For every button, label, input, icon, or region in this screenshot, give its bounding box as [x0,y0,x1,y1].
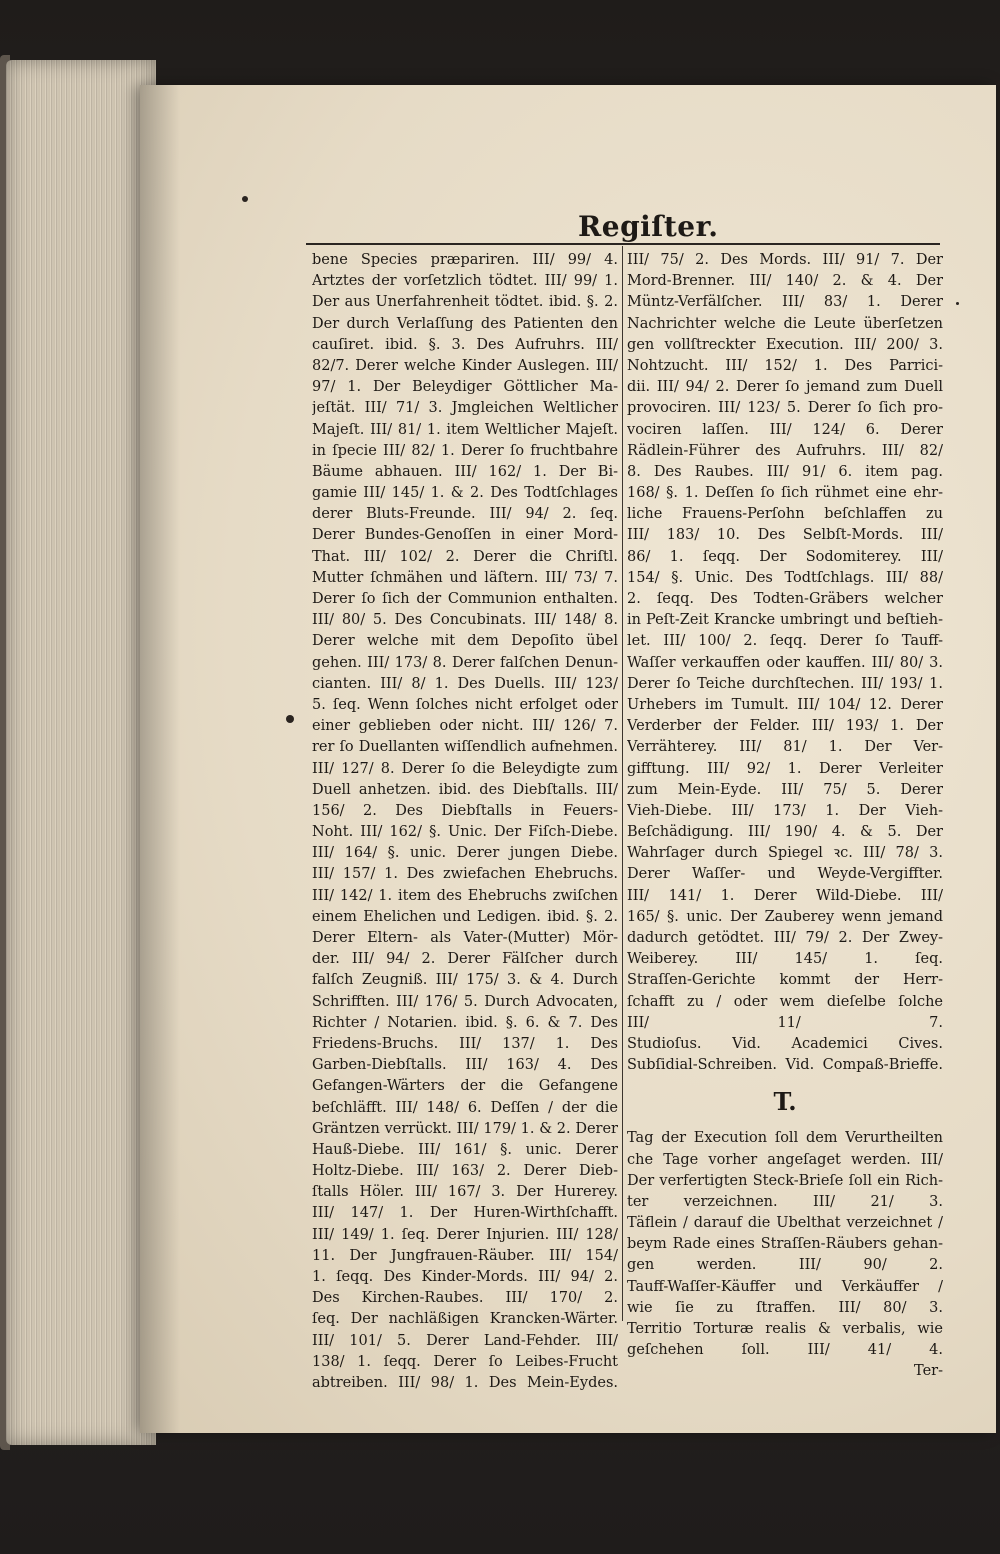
index-line: III/ 11/ 7. [627,1014,943,1031]
index-line: 11. Der Jungfrauen-Räuber. III/ 154/ [312,1247,618,1264]
index-line: gehen. III/ 173/ 8. Derer falſchen Denun- [312,654,618,671]
index-line: 154/ §. Unic. Des Todtſchlags. III/ 88/ [627,569,943,586]
index-line: Tauff-Waſſer-Käuffer und Verkäuffer / [627,1278,943,1295]
index-line: Gräntzen verrückt. III/ 179/ 1. & 2. Derer [312,1120,618,1137]
index-line: Verderber der Felder. III/ 193/ 1. Der [627,718,943,735]
index-line: Vieh-Diebe. III/ 173/ 1. Der Vieh- [627,802,943,819]
index-line: bene Species præpariren. III/ 99/ 4. [312,252,618,268]
index-line: III/ 101/ 5. Derer Land-Fehder. III/ [312,1332,618,1349]
index-line: ſeq. Der nachläßigen Krancken-Wärter. [312,1311,618,1328]
index-line: derer Bluts-Freunde. III/ 94/ 2. ſeq. [312,506,618,523]
index-line: vociren laſſen. III/ 124/ 6. Derer [627,421,943,438]
index-line: einer geblieben oder nicht. III/ 126/ 7. [312,718,618,735]
index-line: beym Rade eines Straſſen-Räubers gehan- [627,1236,943,1253]
index-line: Straſſen-Gerichte kommt der Herr- [627,972,943,989]
index-line: einem Ehelichen und Ledigen. ibid. §. 2. [312,908,618,925]
index-line: wie ſie zu ſtraffen. III/ 80/ 3. [627,1299,943,1316]
book-page-edges [6,60,156,1445]
index-line: der. III/ 94/ 2. Derer Fälſcher durch [312,951,618,968]
index-line: che Tage vorher angeſaget werden. III/ [627,1151,943,1168]
index-line: Studioſus. Vid. Academici Cives. [627,1035,943,1052]
index-line: ter verzeichnen. III/ 21/ 3. [627,1193,943,1210]
index-line: Holtz-Diebe. III/ 163/ 2. Derer Dieb- [312,1163,618,1180]
index-line: Nachrichter welche die Leute überſetzen [627,315,943,332]
index-line: Mord-Brenner. III/ 140/ 2. & 4. Der [627,273,943,290]
index-line: 138/ 1. ſeqq. Derer ſo Leibes-Frucht [312,1353,618,1370]
index-line: Duell anhetzen. ibid. des Diebſtalls. III/ [312,781,618,798]
index-line: Rädlein-Führer des Aufruhrs. III/ 82/ [627,442,943,459]
index-line: III/ 157/ 1. Des zwiefachen Ehebruchs. [312,866,618,883]
paper-speck [956,302,959,305]
index-line: cianten. III/ 8/ 1. Des Duells. III/ 123/ [312,675,618,692]
index-line: dadurch getödtet. III/ 79/ 2. Der Zwey- [627,930,943,946]
index-line: Schrifften. III/ 176/ 5. Durch Advocaten, [312,993,618,1010]
index-line: Waſſer verkauffen oder kauffen. III/ 80/ 3. [627,654,943,671]
index-line: 97/ 1. Der Beleydiger Göttlicher Ma- [312,379,618,396]
index-line: liche Frauens-Perſohn beſchlaffen zu [627,506,943,523]
left-column [312,250,618,1394]
index-line: Derer welche mit dem Depoſito übel [312,633,618,650]
index-line: III/ 142/ 1. item des Ehebruchs zwiſchen [312,887,618,904]
index-line: Territio Torturæ realis & verbalis, wie [627,1321,943,1337]
header-rule [306,243,940,245]
index-line: III/ 164/ §. unic. Derer jungen Diebe. [312,845,618,862]
index-line: in ſpecie III/ 82/ 1. Derer ſo fruchtbahre [312,442,618,459]
index-line: jeſtät. III/ 71/ 3. Jmgleichen Weltlicher [312,400,618,417]
index-line: III/ 127/ 8. Derer ſo die Beleydigte zum [312,760,618,777]
right-column-entries-s [627,250,943,1076]
index-line: 1. ſeqq. Des Kinder-Mords. III/ 94/ 2. [312,1269,618,1285]
catchword: Ter- [914,1363,943,1380]
index-line: let. III/ 100/ 2. ſeqq. Derer ſo Tauff- [627,633,943,650]
index-line: 2. ſeqq. Des Todten-Gräbers welcher [627,591,943,607]
right-column [627,250,943,1383]
index-line: Derer ſo Teiche durchſtechen. III/ 193/ 1. [627,675,943,692]
index-line: Noht. III/ 162/ §. Unic. Der Fiſch-Diebe. [312,824,618,841]
index-line: Derer Eltern- als Vater-(Mutter) Mör- [312,930,618,946]
index-line: Majeſt. III/ 81/ 1. item Weltlicher Majeſt. [312,421,618,438]
index-line: gen vollſtreckter Execution. III/ 200/ 3. [627,336,943,353]
index-line: zum Mein-Eyde. III/ 75/ 5. Derer [627,781,943,798]
index-line: Richter / Notarien. ibid. §. 6. & 7. Des [312,1014,618,1031]
index-line: Friedens-Bruchs. III/ 137/ 1. Des [312,1035,618,1052]
index-line: Tag der Execution ſoll dem Verurtheilten [627,1130,943,1147]
index-line: That. III/ 102/ 2. Derer die Chriſtl. [312,548,618,565]
index-line: provociren. III/ 123/ 5. Derer ſo ſich pro- [627,400,943,417]
index-line: III/ 183/ 10. Des Selbſt-Mords. III/ [627,527,943,544]
index-line: Mutter ſchmähen und läſtern. III/ 73/ 7. [312,569,618,586]
index-line: Urhebers im Tumult. III/ 104/ 12. Derer [627,696,943,713]
index-line: Artztes der vorſetzlich tödtet. III/ 99/ 1. [312,273,618,290]
gutter-shadow [140,85,180,1433]
index-line: 165/ §. unic. Der Zauberey wenn jemand [627,908,943,925]
index-line: 82/7. Derer welche Kinder Auslegen. III/ [312,357,618,374]
index-line: geſchehen ſoll. III/ 41/ 4. [627,1342,943,1359]
index-line: rer ſo Duellanten wiſſendlich aufnehmen. [312,739,618,756]
index-line: III/ 80/ 5. Des Concubinats. III/ 148/ 8. [312,612,618,629]
index-line: Hauß-Diebe. III/ 161/ §. unic. Derer [312,1141,618,1158]
index-line: Täflein / darauf die Ubelthat verzeichnet / [627,1215,943,1232]
index-line: falſch Zeugniß. III/ 175/ 3. & 4. Durch [312,972,618,989]
index-line: Müntz-Verfälſcher. III/ 83/ 1. Derer [627,294,943,311]
index-line: Nohtzucht. III/ 152/ 1. Des Parrici- [627,357,943,374]
paper-speck [286,715,294,723]
index-line: dii. III/ 94/ 2. Derer ſo jemand zum Duell [627,379,943,396]
right-column-entries-t [627,1128,943,1361]
index-line: 86/ 1. ſeqq. Der Sodomiterey. III/ [627,548,943,565]
index-line: ſtalls Höler. III/ 167/ 3. Der Hurerey. [312,1184,618,1201]
index-line: abtreiben. III/ 98/ 1. Des Mein-Eydes. [312,1374,618,1391]
index-line: 8. Des Raubes. III/ 91/ 6. item pag. [627,463,943,480]
index-line: Derer Waſſer- und Weyde-Vergiffter. [627,866,943,883]
index-line: gifftung. III/ 92/ 1. Derer Verleiter [627,760,943,777]
index-line: Garben-Diebſtalls. III/ 163/ 4. Des [312,1057,618,1074]
index-line: III/ 147/ 1. Der Huren-Wirthſchafft. [312,1205,618,1222]
index-line: Derer Bundes-Genoſſen in einer Mord- [312,527,618,544]
index-line: Derer ſo ſich der Communion enthalten. [312,591,618,607]
index-line: III/ 149/ 1. ſeq. Derer Injurien. III/ 128/ [312,1226,618,1243]
index-line: III/ 75/ 2. Des Mords. III/ 91/ 7. Der [627,252,943,268]
index-line: 156/ 2. Des Diebſtalls in Feuers- [312,802,618,819]
index-line: III/ 141/ 1. Derer Wild-Diebe. III/ [627,887,943,904]
index-line: Beſchädigung. III/ 190/ 4. & 5. Der [627,824,943,841]
index-line: Der aus Unerfahrenheit tödtet. ibid. §. 2. [312,294,618,311]
column-divider [622,246,623,1321]
index-line: gamie III/ 145/ 1. & 2. Des Todtſchlages [312,485,618,502]
index-line: cauſiret. ibid. §. 3. Des Aufruhrs. III/ [312,336,618,353]
index-line: Des Kirchen-Raubes. III/ 170/ 2. [312,1290,618,1307]
index-line: in Peſt-Zeit Krancke umbringt und beſtieh- [627,612,943,629]
index-line: Wahrſager durch Spiegel ꝛc. III/ 78/ 3. [627,845,943,862]
index-line: Verrähterey. III/ 81/ 1. Der Ver- [627,739,943,756]
index-line: Weiberey. III/ 145/ 1. ſeq. [627,951,943,968]
paper-speck [242,196,248,202]
index-line: gen werden. III/ 90/ 2. [627,1257,943,1274]
index-line: beſchläfft. III/ 148/ 6. Deſſen / der die [312,1099,618,1116]
index-line: Gefangen-Wärters der die Gefangene [312,1078,618,1095]
index-line: Der verfertigten Steck-Brieſe ſoll ein Rich- [627,1172,943,1189]
index-line: 168/ §. 1. Deſſen ſo ſich rühmet eine ehr- [627,485,943,502]
index-line: Subſidial-Schreiben. Vid. Compaß-Brieffe. [627,1057,943,1074]
index-line: Bäume abhauen. III/ 162/ 1. Der Bi- [312,463,618,480]
section-letter: T. [773,1087,797,1117]
index-line: Der durch Verlaſſung des Patienten den [312,315,618,332]
running-head: Regiſter. [578,210,719,243]
index-line: ſchafft zu / oder wem dieſelbe ſolche [627,993,943,1010]
index-line: 5. ſeq. Wenn ſolches nicht erfolget oder [312,696,618,713]
